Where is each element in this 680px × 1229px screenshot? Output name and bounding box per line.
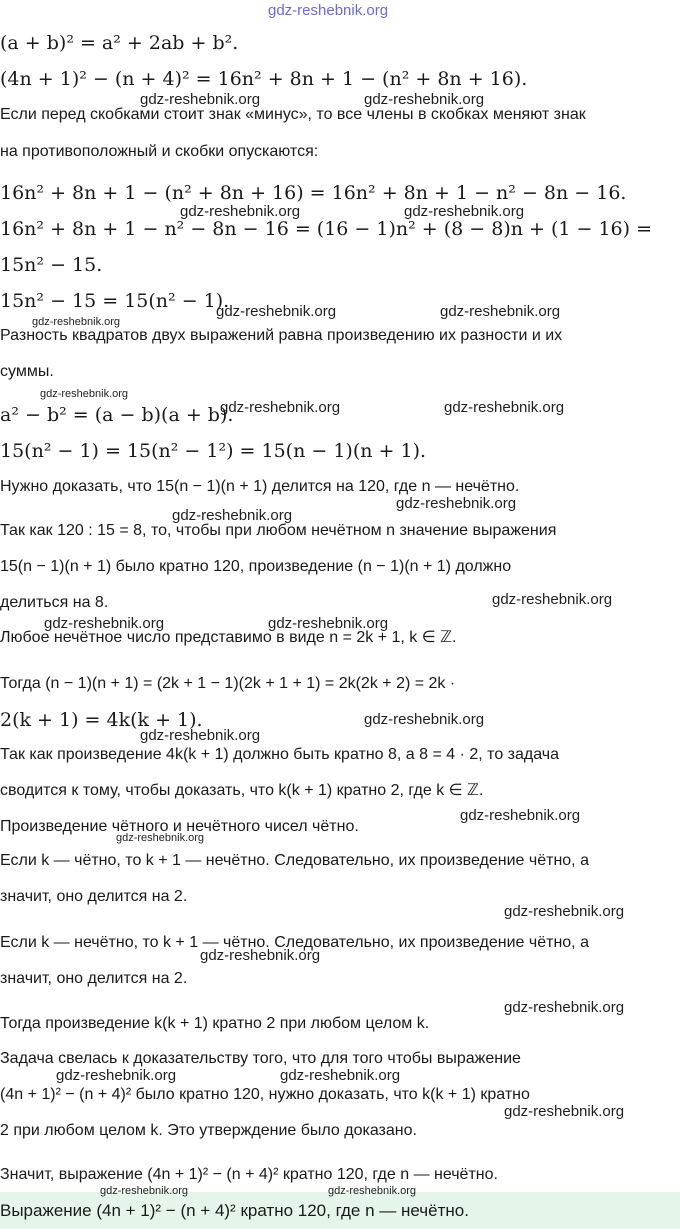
answer-line: Выражение (4n + 1)² − (n + 4)² кратно 120, где n — нечётно. <box>0 1201 469 1220</box>
text-line: Тогда произведение k(k + 1) кратно 2 при любом целом k. <box>0 1015 430 1032</box>
watermark: gdz-reshebnik.org <box>172 507 293 524</box>
text-line: 15n² − 15 = 15(n² − 1). <box>0 290 230 312</box>
text-line: (4n + 1)² − (n + 4)² было кратно 120, нужно доказать, что k(k + 1) кратно <box>0 1086 530 1103</box>
watermark: gdz-reshebnik.org <box>268 2 389 19</box>
watermark: gdz-reshebnik.org <box>504 999 625 1016</box>
watermark: gdz-reshebnik.org <box>460 807 581 824</box>
text-line: делиться на 8. <box>0 594 109 611</box>
text-line: Тогда (n − 1)(n + 1) = (2k + 1 − 1)(2k + 1 + 1) = 2k(2k + 2) = 2k · <box>0 675 456 692</box>
text-line: значит, оно делится на 2. <box>0 970 188 987</box>
watermark: gdz-reshebnik.org <box>32 316 121 328</box>
text-line: значит, оно делится на 2. <box>0 888 188 905</box>
watermark: gdz-reshebnik.org <box>364 91 485 108</box>
text-line: Разность квадратов двух выражений равна произведению их разности и их <box>0 327 563 344</box>
watermark: gdz-reshebnik.org <box>364 711 485 728</box>
watermark: gdz-reshebnik.org <box>180 203 301 220</box>
watermark: gdz-reshebnik.org <box>504 903 625 920</box>
watermark: gdz-reshebnik.org <box>56 1067 177 1084</box>
watermark: gdz-reshebnik.org <box>440 303 561 320</box>
text-line: 15(n − 1)(n + 1) было кратно 120, произведение (n − 1)(n + 1) должно <box>0 558 512 575</box>
watermark: gdz-reshebnik.org <box>404 203 525 220</box>
text-line: 15n² − 15. <box>0 254 103 276</box>
watermark: gdz-reshebnik.org <box>396 495 517 512</box>
text-line: суммы. <box>0 363 54 380</box>
text-line: 2(k + 1) = 4k(k + 1). <box>0 709 203 731</box>
text-line: Любое нечётное число представимо в виде n = 2k + 1, k ∈ ℤ. <box>0 629 457 646</box>
watermark: gdz-reshebnik.org <box>116 832 205 844</box>
text-line: (4n + 1)² − (n + 4)² = 16n² + 8n + 1 − (n² + 8n + 16). <box>0 68 528 90</box>
watermark: gdz-reshebnik.org <box>140 91 261 108</box>
text-line: Нужно доказать, что 15(n − 1)(n + 1) делится на 120, где n — нечётно. <box>0 478 520 495</box>
text-line: 2 при любом целом k. Это утверждение было доказано. <box>0 1122 417 1139</box>
watermark: gdz-reshebnik.org <box>220 399 341 416</box>
watermark: gdz-reshebnik.org <box>140 727 261 744</box>
text-line: Если перед скобками стоит знак «минус», то все члены в скобках меняют знак <box>0 106 586 123</box>
watermark: gdz-reshebnik.org <box>328 1185 417 1197</box>
text-line: 16n² + 8n + 1 − n² − 8n − 16 = (16 − 1)n² + (8 − 8)n + (1 − 16) = <box>0 218 653 240</box>
text-line: 15(n² − 1) = 15(n² − 1²) = 15(n − 1)(n + 1). <box>0 440 427 462</box>
text-line: Значит, выражение (4n + 1)² − (n + 4)² кратно 120, где n — нечётно. <box>0 1166 498 1183</box>
watermark: gdz-reshebnik.org <box>44 615 165 632</box>
watermark: gdz-reshebnik.org <box>200 947 321 964</box>
text-line: Произведение чётного и нечётного чисел чётно. <box>0 818 359 835</box>
watermark: gdz-reshebnik.org <box>504 1103 625 1120</box>
watermark: gdz-reshebnik.org <box>280 1067 401 1084</box>
text-line: Если k — нечётно, то k + 1 — чётно. Следовательно, их произведение чётно, а <box>0 934 589 951</box>
text-line: Если k — чётно, то k + 1 — нечётно. Следовательно, их произведение чётно, а <box>0 852 589 869</box>
watermark: gdz-reshebnik.org <box>40 388 129 400</box>
text-line: Задача свелась к доказательству того, что для того чтобы выражение <box>0 1050 521 1067</box>
watermark: gdz-reshebnik.org <box>268 615 389 632</box>
text-line: 16n² + 8n + 1 − (n² + 8n + 16) = 16n² + 8n + 1 − n² − 8n − 16. <box>0 182 627 204</box>
text-line: Так как 120 : 15 = 8, то, чтобы при любом нечётном n значение выражения <box>0 522 557 539</box>
watermark: gdz-reshebnik.org <box>492 591 613 608</box>
text-line: сводится к тому, чтобы доказать, что k(k + 1) кратно 2, где k ∈ ℤ. <box>0 782 484 799</box>
watermark: gdz-reshebnik.org <box>444 399 565 416</box>
text-line: Так как произведение 4k(k + 1) должно быть кратно 8, а 8 = 4 · 2, то задача <box>0 746 560 763</box>
watermark: gdz-reshebnik.org <box>100 1185 189 1197</box>
watermark: gdz-reshebnik.org <box>216 303 337 320</box>
text-line: на противоположный и скобки опускаются: <box>0 143 319 160</box>
text-line: a² − b² = (a − b)(a + b). <box>0 404 234 426</box>
text-line: (a + b)² = a² + 2ab + b². <box>0 32 239 54</box>
